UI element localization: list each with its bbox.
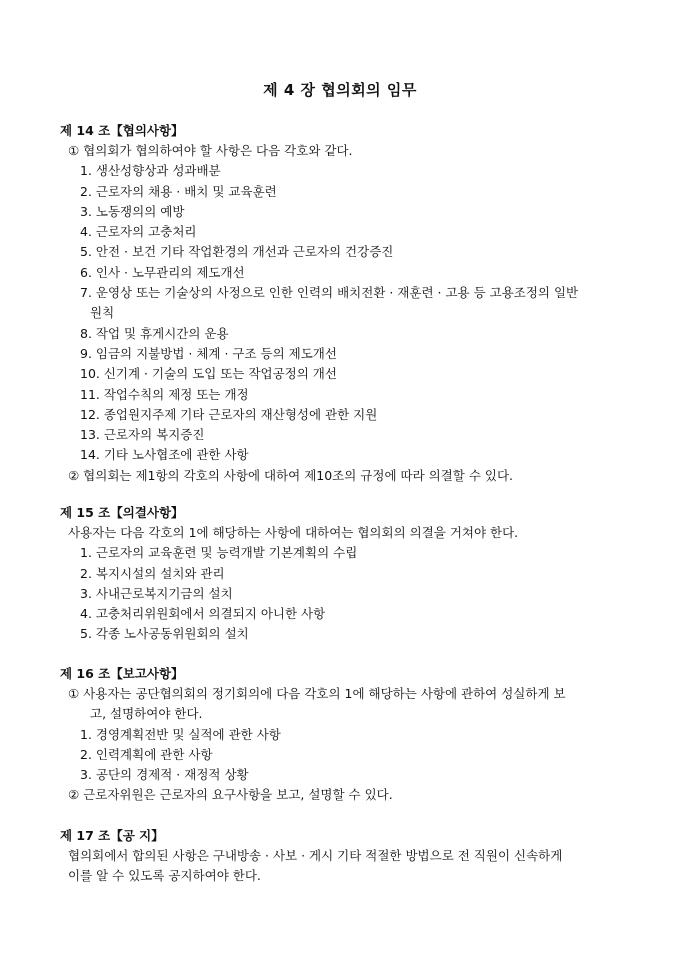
list-item: 5. 각종 노사공동위원회의 설치 (80, 626, 249, 642)
list-item: 3. 노동쟁의의 예방 (80, 203, 185, 219)
article-14 (60, 121, 650, 486)
list-item: 3. 사내근로복지기금의 설치 (80, 585, 233, 601)
paragraph-continuation: 고, 설명하여야 한다. (90, 706, 203, 722)
article-heading: 제 14 조【협의사항】 (60, 123, 184, 138)
list-item: 12. 종업원지주제 기타 근로자의 재산형성에 관한 지원 (80, 406, 378, 422)
article-16 (60, 664, 650, 806)
list-item-continuation: 원칙 (90, 305, 115, 321)
article-17 (60, 826, 650, 887)
paragraph: 사용자는 다음 각호의 1에 해당하는 사항에 대하여는 협의회의 의결을 거쳐야 한다. (68, 525, 519, 540)
article-heading: 제 15 조【의결사항】 (60, 505, 184, 520)
list-item: 13. 근로자의 복지증진 (80, 427, 205, 443)
list-item: 1. 근로자의 교육훈련 및 능력개발 기본계획의 수립 (80, 545, 358, 561)
list-item: 2. 인력계획에 관한 사항 (80, 746, 213, 762)
list-item: 1. 경영계획전반 및 실적에 관한 사항 (80, 726, 281, 742)
list-item: 4. 근로자의 고충처리 (80, 224, 197, 240)
list-item: 8. 작업 및 휴게시간의 운용 (80, 325, 229, 341)
article-heading: 제 16 조【보고사항】 (60, 666, 184, 681)
list-item: 2. 복지시설의 설치와 관리 (80, 565, 225, 581)
paragraph: ② 근로자위원은 근로자의 요구사항을 보고, 설명할 수 있다. (68, 787, 393, 803)
list-item: 10. 신기계 · 기술의 도입 또는 작업공정의 개선 (80, 366, 337, 382)
list-item: 9. 임금의 지불방법 · 체계 · 구조 등의 제도개선 (80, 345, 337, 361)
list-item: 1. 생산성향상과 성과배분 (80, 163, 221, 179)
paragraph: 협의회에서 합의된 사항은 구내방송 · 사보 · 게시 기타 적절한 방법으로 전 직원이 신속하게 (68, 848, 563, 863)
list-item: 7. 운영상 또는 기술상의 사정으로 인한 인력의 배치전환 · 재훈련 · 고용 등 고용조정의 일반 (80, 285, 579, 301)
list-item: 2. 근로자의 채용 · 배치 및 교육훈련 (80, 183, 277, 199)
paragraph: ① 협의회가 협의하여야 할 사항은 다음 각호와 같다. (68, 143, 353, 158)
list-item: 4. 고충처리위원회에서 의결되지 아니한 사항 (80, 606, 326, 622)
list-item: 14. 기타 노사협조에 관한 사항 (80, 447, 249, 463)
paragraph-continuation: 이를 알 수 있도록 공지하여야 한다. (68, 868, 261, 884)
chapter-title: 제 4 장 협의회의 임무 (263, 81, 417, 99)
list-item: 3. 공단의 경제적 · 재정적 상황 (80, 767, 249, 783)
paragraph: ① 사용자는 공단협의회의 정기회의에 다음 각호의 1에 해당하는 사항에 관하여 성실하게 보 (68, 686, 566, 701)
list-item: 6. 인사 · 노무관리의 제도개선 (80, 264, 245, 280)
paragraph: ② 협의회는 제1항의 각호의 사항에 대하여 제10조의 규정에 따라 의결할 수 있다. (68, 467, 513, 483)
list-item: 11. 작업수칙의 제정 또는 개정 (80, 386, 249, 402)
article-15 (60, 503, 650, 645)
list-item: 5. 안전 · 보건 기타 작업환경의 개선과 근로자의 건강증진 (80, 244, 394, 260)
article-heading: 제 17 조【공 지】 (60, 828, 164, 843)
